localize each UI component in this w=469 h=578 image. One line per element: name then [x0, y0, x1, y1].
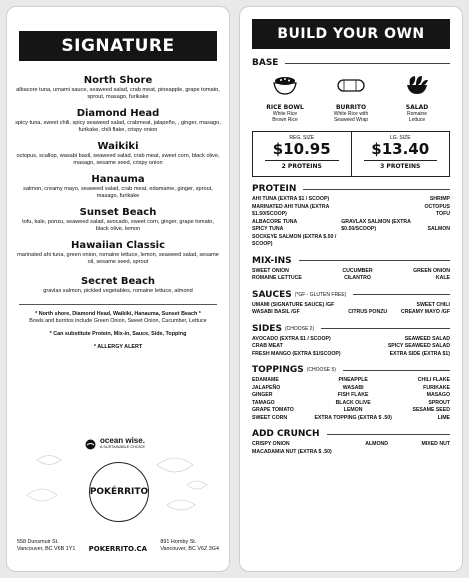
protein-option: SOCKEYE SALMON (EXTRA $.50 / SCOOP) [252, 233, 337, 247]
sides-subtitle: (CHOOSE 2) [284, 325, 315, 332]
base-desc: White Rice with [333, 111, 369, 117]
address-row [17, 539, 219, 553]
sides-title: SIDES [252, 323, 282, 334]
signature-item-name: Diamond Head [76, 108, 160, 119]
sides-option: CRAB MEAT [252, 343, 283, 349]
mixins-option: CUCUMBER [342, 267, 373, 274]
address-1-city: Vancouver, BC V6B 1Y1 [17, 546, 76, 552]
size-label: LG. SIZE [389, 135, 411, 141]
protein-option: TOFU [435, 211, 450, 217]
signature-item [7, 75, 229, 101]
crunch-section [252, 429, 450, 456]
sides-option: SEAWEED SALAD [404, 335, 450, 342]
base-desc: Romaine [406, 111, 427, 117]
toppings-column [413, 377, 450, 422]
toppings-option: SESAME SEED [412, 407, 450, 413]
crunch-column [252, 441, 332, 456]
toppings-option: JALAPEÑO [252, 384, 281, 391]
toppings-option: WASABI [342, 384, 364, 391]
protein-title: PROTEIN [252, 184, 297, 194]
base-title: BASE [252, 58, 279, 68]
signature-item-desc: tofu, kale, ponzu, seaweed salad, avocado, sweet corn, ginger, grape tomato, black olive, lemon [22, 219, 214, 232]
sides-option: FRESH MANGO (EXTRA $1/SCOOP) [252, 350, 341, 357]
burrito-icon [336, 74, 366, 96]
toppings-title: TOPPINGS [252, 365, 304, 375]
sauces-section [252, 290, 450, 317]
sauces-option: CREAMY MAYO /GF [400, 309, 450, 315]
sides-column [252, 336, 341, 359]
toppings-option: TAMAGO [252, 399, 275, 406]
protein-option [382, 234, 383, 242]
toppings-option: GINGER [252, 392, 273, 398]
protein-option [449, 219, 450, 227]
protein-section [252, 184, 450, 249]
sides-option: AVOCADO (EXTRA $1 / SCOOP) [252, 335, 331, 342]
toppings-section [252, 365, 450, 422]
sides-section [252, 324, 450, 359]
mixins-column [342, 268, 372, 283]
signature-item [7, 141, 229, 167]
signature-item-desc: octopus, scallop, wasabi basil, seaweed salad, crab meat, sweet corn, black olive, masago, sesame seed, crispy onion [16, 153, 220, 166]
sauces-option: WASABI BASIL /GF [252, 309, 300, 315]
protein-option [382, 196, 383, 204]
protein-column [424, 196, 450, 249]
size-label: REG. SIZE [289, 135, 315, 141]
toppings-option: SPROUT [428, 399, 450, 406]
base-desc: Brown Rice [272, 117, 298, 123]
protein-option [382, 204, 383, 212]
crunch-option: CRISPY ONION [252, 441, 290, 447]
base-name: SALAD [405, 104, 429, 111]
rice-bowl-icon [272, 74, 298, 96]
signature-item-name: Hanauma [91, 174, 145, 185]
protein-option: ALBACORE TUNA [252, 218, 298, 225]
divider [19, 304, 217, 305]
toppings-option: BLACK OLIVE [335, 399, 371, 406]
toppings-subtitle: (CHOOSE 5) [306, 367, 336, 373]
mixins-title: MIX-INS [252, 255, 292, 266]
signature-item-name: Secret Beach [80, 276, 156, 287]
sauces-title: SAUCES [252, 289, 292, 300]
crunch-option [376, 449, 377, 457]
base-section [252, 58, 450, 123]
toppings-option: EDAMAME [252, 377, 279, 383]
crunch-option [449, 449, 450, 457]
base-desc: White Rice [272, 111, 298, 117]
website-link[interactable]: POKERRITO.CA [88, 545, 148, 553]
signature-item-desc: spicy tuna, sweet chili, spicy seaweed salad, crabmeat, jalapeño, , ginger, masago, furikake, chili flake, crispy onion [15, 120, 221, 133]
sauces-column [348, 302, 387, 317]
logo-area [7, 435, 229, 530]
base-rice-bowl [255, 74, 315, 123]
signature-title: SIGNATURE [19, 31, 217, 61]
sides-option: EXTRA SIDE (EXTRA $1) [389, 350, 450, 357]
signature-item [7, 108, 229, 134]
mixins-option: GREEN ONION [413, 267, 450, 274]
base-name: RICE BOWL [266, 104, 304, 111]
mixins-column [413, 268, 450, 283]
bowl-note [7, 311, 229, 325]
crunch-option: MIXED NUT [421, 441, 450, 447]
toppings-option: CHILI FLAKE [417, 377, 450, 383]
toppings-option: GRAPE TOMATO [252, 407, 294, 413]
toppings-option: FURIKAKE [423, 384, 450, 391]
ocean-wise-text: ocean wise. [100, 436, 145, 445]
address-1 [17, 539, 75, 553]
price: $10.95 [272, 140, 331, 158]
protein-option: OCTOPUS [424, 203, 450, 210]
base-burrito [321, 74, 381, 123]
ocean-wise-logo [85, 437, 145, 451]
protein-option: MARINATED AHI TUNA (EXTRA $1.50/SCOOP) [252, 203, 330, 217]
signature-item-desc: salmon, creamy mayo, seaweed salad, crab meat, edamame, ginger, sprout, masago, furikake [23, 186, 213, 199]
brand-logo [89, 462, 149, 522]
signature-item-desc: marinated ahi tuna, green onion, romaine lettuce, lemon, seaweed salad, sesame oil, sesame seed, sprout [17, 252, 219, 265]
build-your-own-card [239, 6, 463, 572]
substitute-note: * Can substitute Protein, Mix-in, Sauce, Side, Topping [49, 331, 187, 337]
toppings-column [314, 377, 391, 422]
sides-option: SPICY SEAWEED SALAD [387, 343, 450, 349]
signature-item [7, 207, 229, 233]
signature-item-name: Sunset Beach [79, 207, 157, 218]
mixins-option: KALE [435, 275, 450, 281]
address-1-street: 558 Dunsmuir St. [17, 539, 59, 545]
signature-item [7, 174, 229, 200]
protein-option: GRAVLAX SALMON (EXTRA $0.50/SCOOP) [341, 218, 411, 232]
crunch-column [421, 441, 450, 456]
price: $13.40 [371, 140, 430, 158]
mixins-section [252, 256, 450, 283]
signature-item [7, 276, 229, 295]
base-name: BURRITO [335, 104, 367, 111]
price-box [252, 131, 450, 177]
crunch-option: ALMOND [365, 441, 388, 447]
signature-list [7, 75, 229, 295]
sauces-option [367, 302, 368, 310]
address-2 [160, 539, 219, 553]
base-salad [387, 74, 447, 123]
signature-item [7, 240, 229, 266]
sauces-option: CITRUS PONZU [348, 309, 388, 315]
protein-column [341, 196, 424, 249]
toppings-option: SWEET CORN [252, 414, 288, 421]
ocean-wise-sub: A SUSTAINABLE CHOICE [100, 445, 146, 449]
toppings-option: LIME [437, 414, 450, 421]
mixins-column [252, 268, 302, 283]
sauces-option: UMAMI (SIGNATURE SAUCE) /GF [252, 301, 335, 308]
signature-item-name: North Shore [83, 75, 153, 86]
crunch-column [365, 441, 388, 456]
toppings-option: FISH FLAKE [337, 392, 369, 398]
brand-name: POKÉRRITO [89, 487, 149, 497]
toppings-option: EXTRA TOPPING (EXTRA $ .50) [314, 414, 392, 421]
ocean-wise-icon [85, 439, 96, 450]
large-size [351, 132, 450, 176]
bowl-note-bold: * North shore, Diamond Head, Waikiki, Hanauma, Sunset Beach * [35, 311, 201, 317]
sauces-subtitle: (*GF - GLUTEN FREE) [294, 291, 347, 298]
mixins-option: ROMAINE LETTUCE [252, 275, 302, 281]
sauces-column [252, 302, 334, 317]
sides-column [388, 336, 450, 359]
signature-item-desc: albacore tuna, umami sauce, seaweed salad, crab meat, pineapple, grape tomato, sprout, masago, furikake [16, 87, 220, 100]
protein-count: 3 PROTEINS [364, 160, 438, 170]
protein-option: AHI TUNA (EXTRA $1 / SCOOP) [252, 196, 330, 202]
protein-option [382, 211, 383, 219]
regular-size [253, 132, 351, 176]
signature-item-name: Waikiki [97, 141, 139, 152]
protein-option: SPICY TUNA [252, 226, 284, 232]
address-2-street: 891 Hornby St. [160, 539, 197, 545]
sauces-column [401, 302, 450, 317]
toppings-option: PINEAPPLE [338, 377, 368, 383]
crunch-option: MACADAMIA NUT (EXTRA $ .50) [252, 448, 332, 455]
protein-column [252, 196, 341, 249]
toppings-option: LEMON [343, 407, 363, 413]
address-2-city: Vancouver, BC V6Z 3G4 [160, 546, 219, 552]
signature-item-desc: gravlax salmon, pickled vegetables, romaine lettuce, almond [43, 288, 193, 294]
bowl-note-text: Bowls and burritos include Green Onion, Sweet Onion, Cucumber, Lettuce [29, 318, 207, 324]
allergy-note: * ALLERGY ALERT [93, 344, 143, 350]
base-desc: Seaweed Wrap [333, 117, 369, 123]
mixins-option: CILANTRO [344, 275, 371, 281]
toppings-column [252, 377, 294, 422]
option-sections [240, 184, 462, 456]
byo-title: BUILD YOUR OWN [252, 19, 450, 49]
protein-option: SHRIMP [429, 196, 450, 202]
mixins-option: SWEET ONION [252, 267, 289, 274]
sauces-option: SWEET CHILI [416, 301, 450, 308]
protein-option: SALMON [427, 226, 450, 232]
crunch-title: ADD CRUNCH [252, 429, 320, 439]
base-desc: Lettuce [408, 117, 426, 123]
toppings-option: MASAGO [426, 392, 450, 398]
protein-count: 2 PROTEINS [265, 160, 339, 170]
salad-icon [404, 74, 430, 96]
signature-menu-card [6, 6, 230, 572]
signature-item-name: Hawaiian Classic [70, 240, 166, 251]
